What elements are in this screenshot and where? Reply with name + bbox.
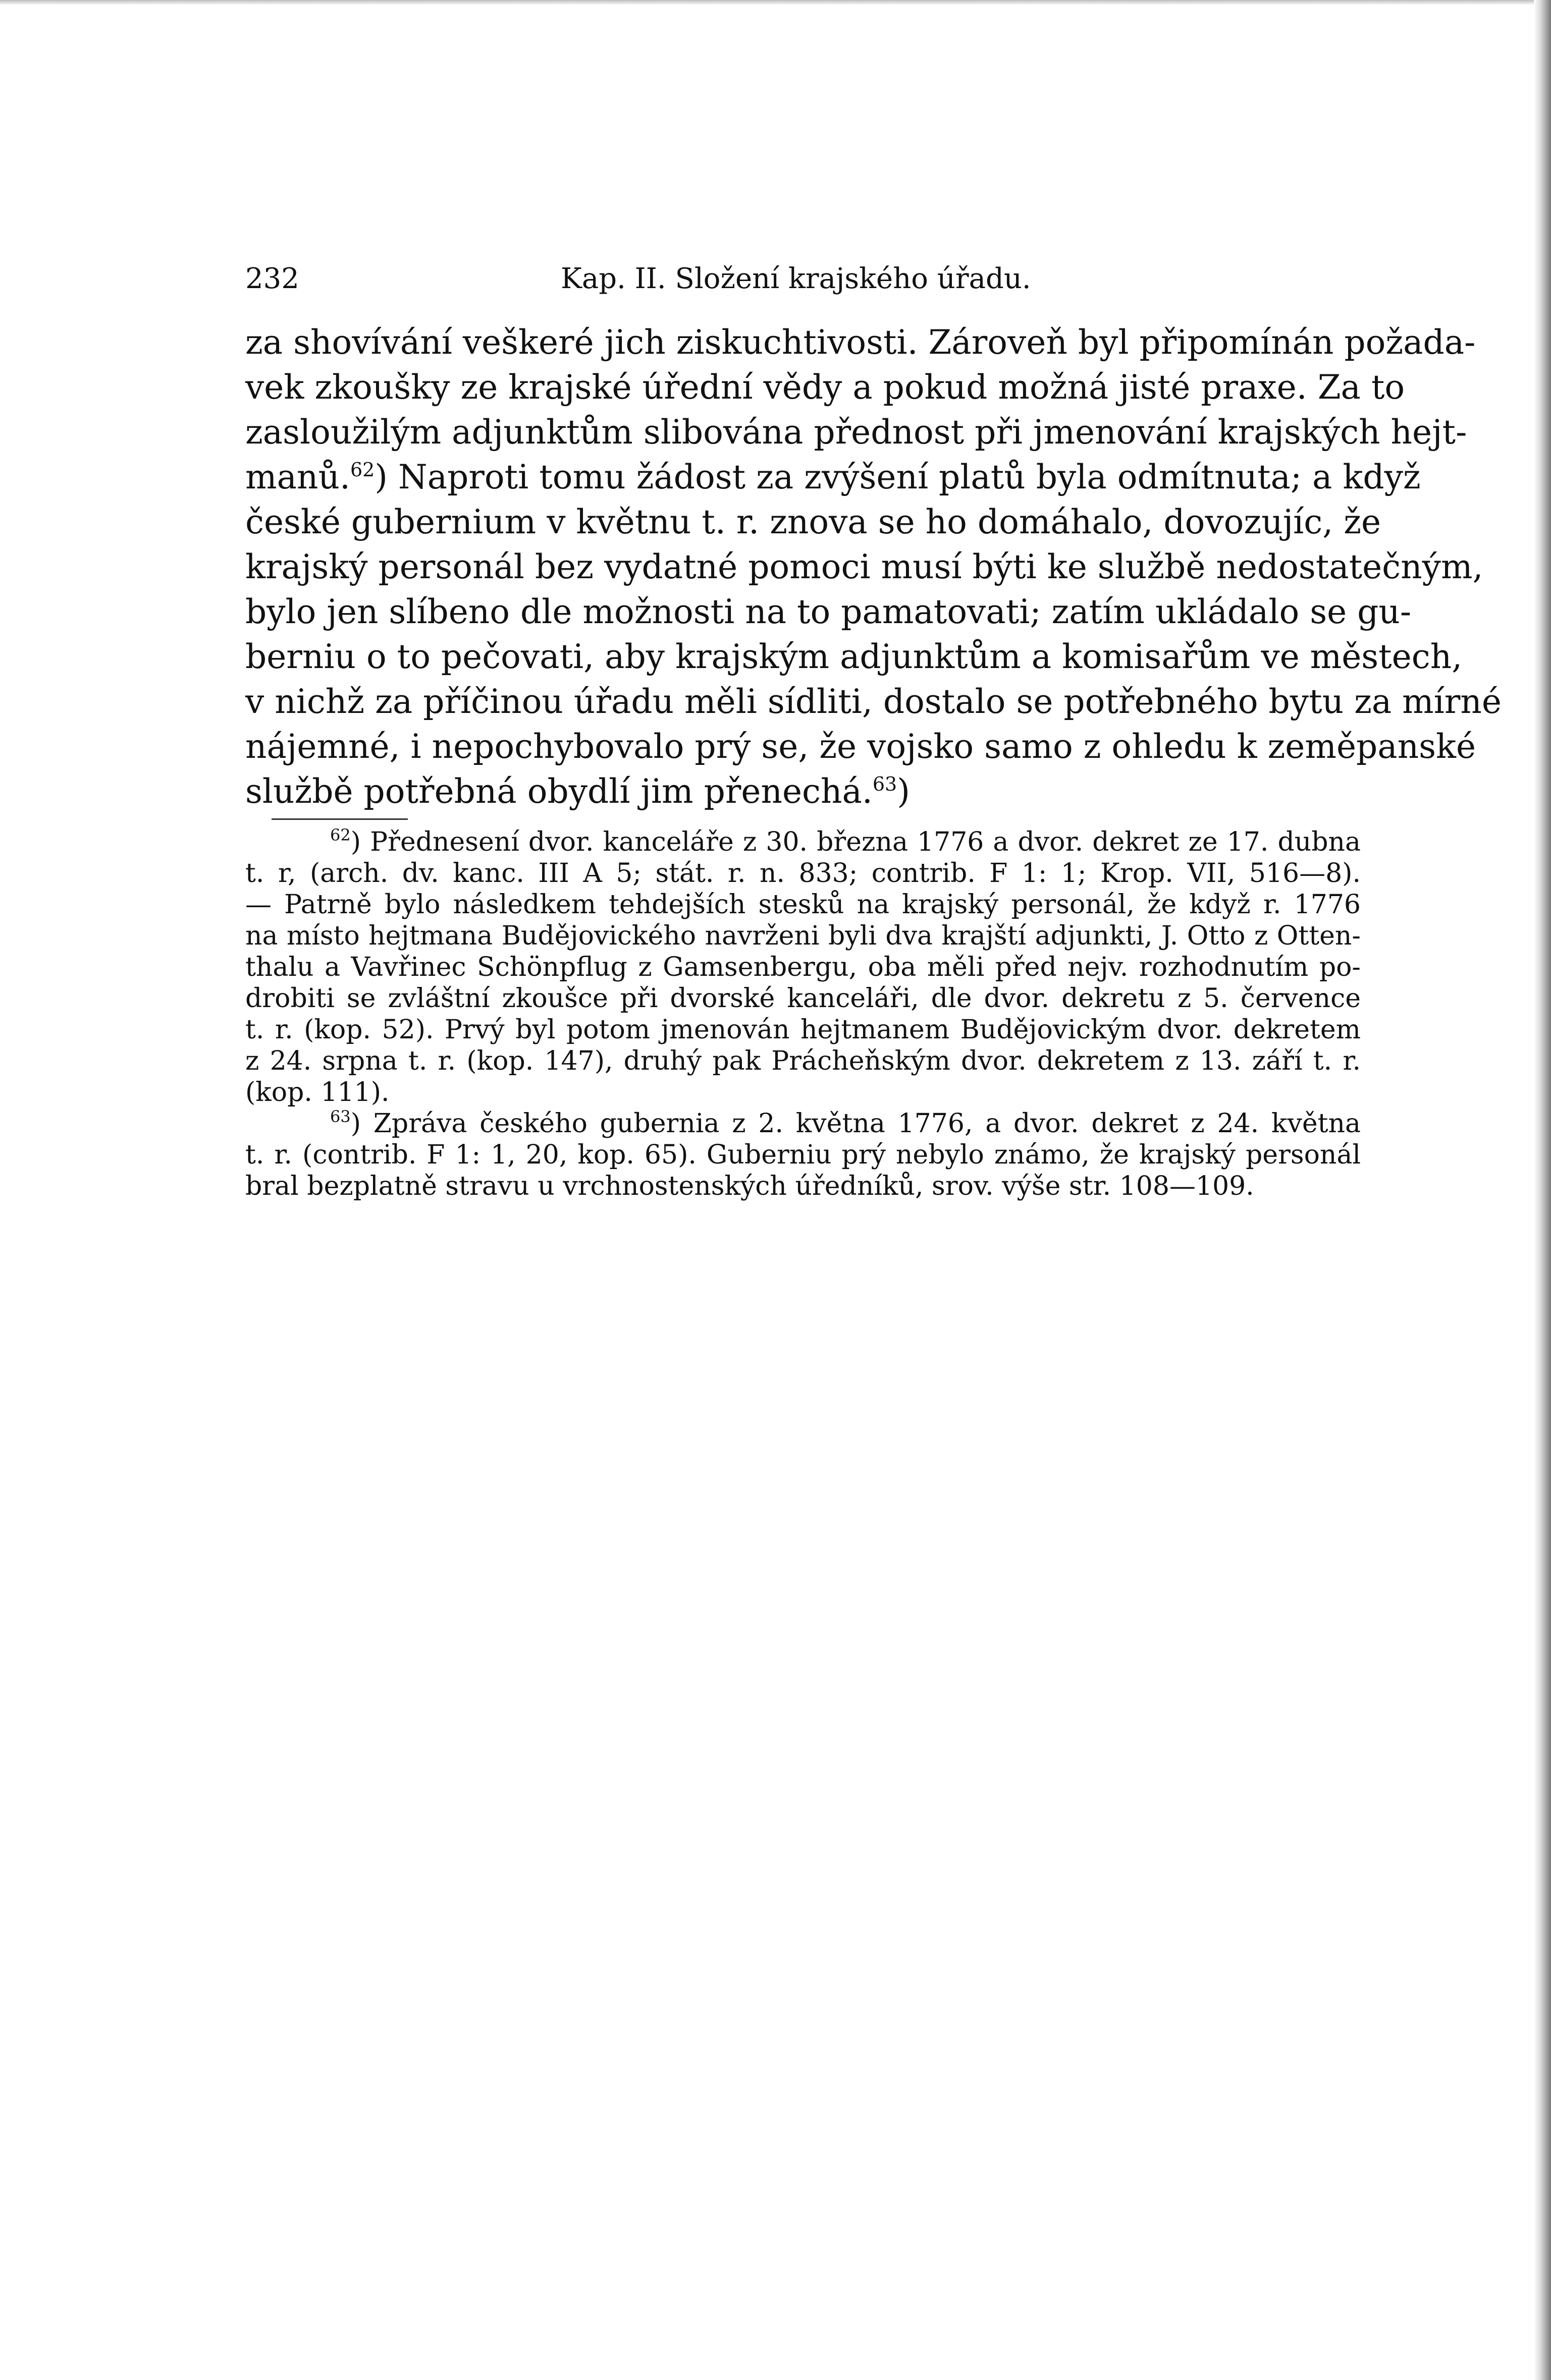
body-line: nájemné, i nepochybovalo prý se, že vojsko samo z ohledu k zeměpanské <box>245 727 1476 766</box>
footnote-62-line: (kop. 111). <box>245 1077 390 1108</box>
chapter-title: Kap. II. Složení krajského úřadu. <box>561 262 1031 295</box>
body-line-with-footnote: službě potřebná obydlí jim přenechá.$^{63}$) <box>245 772 910 811</box>
footnote-divider <box>272 818 408 820</box>
body-line: krajský personál bez vydatné pomoci musí býti ke službě nedostatečným, <box>245 547 1483 586</box>
body-line: berniu o to pečovati, aby krajským adjunktům a komisařům ve městech, <box>245 637 1463 676</box>
footnote-62-line: $^{62}$) Přednesení dvor. kanceláře z 30. března 1776 a dvor. dekret ze 17. dubna <box>330 825 1361 857</box>
footnote-63-marker: 63 <box>330 1107 351 1126</box>
footnote-62-line: na místo hejtmana Budějovického navrženi byli dva krajští adjunkti, J. Otto z Otten- <box>245 921 1361 951</box>
footnote-62-line: t. r. (kop. 52). Prvý byl potom jmenován hejtmanem Budějovickým dvor. dekretem <box>245 1015 1361 1045</box>
footnote-ref-62: 62 <box>350 459 375 481</box>
footnote-63-line: t. r. (contrib. F 1: 1, 20, kop. 65). Guberniu prý nebylo známo, že krajský personál <box>245 1140 1361 1170</box>
body-text: Naproti tomu žádost za zvýšení platů byla odmítnuta; a když <box>398 458 1421 496</box>
footnote-63-line: bral bezplatně stravu u vrchnostenských úředníků, srov. výše str. 108—109. <box>245 1171 1254 1201</box>
scan-right-edge <box>1534 0 1551 2380</box>
footnote-63-line: $^{63}$) Zpráva českého gubernia z 2. května 1776, a dvor. dekret z 24. května <box>330 1107 1361 1139</box>
running-head <box>245 261 1361 297</box>
body-line-with-footnote: manů.$^{62}$) Naproti tomu žádost za zvýšení platů byla odmítnuta; a když <box>245 458 1421 496</box>
footnote-62-marker: 62 <box>330 825 351 845</box>
footnote-text: Zpráva českého gubernia z 2. května 1776, a dvor. dekret z 24. května <box>373 1109 1361 1139</box>
footnotes <box>245 826 1361 1202</box>
body-line: české gubernium v květnu t. r. znova se ho domáhalo, dovozujíc, že <box>245 503 1381 541</box>
page-number: 232 <box>245 262 299 295</box>
body-line: bylo jen slíbeno dle možnosti na to pamatovati; zatím ukládalo se gu- <box>245 592 1412 631</box>
body-text: manů. <box>245 458 350 496</box>
footnote-62-line: — Patrně bylo následkem tehdejších stesků na krajský personál, že když r. 1776 <box>245 890 1361 920</box>
footnote-62-line: z 24. srpna t. r. (kop. 147), druhý pak Prácheňským dvor. dekretem z 13. září t. r. <box>245 1046 1361 1076</box>
footnote-62-line: thalu a Vavřinec Schönpflug z Gamsenbergu, oba měli před nejv. rozhodnutím po- <box>245 952 1361 982</box>
body-text: službě potřebná obydlí jim přenechá. <box>245 772 873 811</box>
footnote-62-line: t. r, (arch. dv. kanc. III A 5; stát. r. n. 833; contrib. F 1: 1; Krop. VII, 516—8). <box>245 858 1361 889</box>
main-text <box>245 320 1502 814</box>
body-line: vek zkoušky ze krajské úřední vědy a pokud možná jisté praxe. Za to <box>245 368 1405 407</box>
footnote-text: Přednesení dvor. kanceláře z 30. března 1776 a dvor. dekret ze 17. dubna <box>370 827 1361 857</box>
body-line: za shovívání veškeré jich ziskuchtivosti. Zároveň byl připomínán požada- <box>245 323 1476 362</box>
body-line: v nichž za příčinou úřadu měli sídliti, dostalo se potřebného bytu za mírné <box>245 682 1502 721</box>
body-line: zasloužilým adjunktům slibována přednost při jmenování krajských hejt- <box>245 413 1467 452</box>
scan-top-edge <box>0 0 1551 5</box>
footnote-ref-63: 63 <box>872 773 897 795</box>
footnote-62-line: drobiti se zvláštní zkoušce při dvorské kanceláři, dle dvor. dekretu z 5. července <box>245 983 1361 1014</box>
